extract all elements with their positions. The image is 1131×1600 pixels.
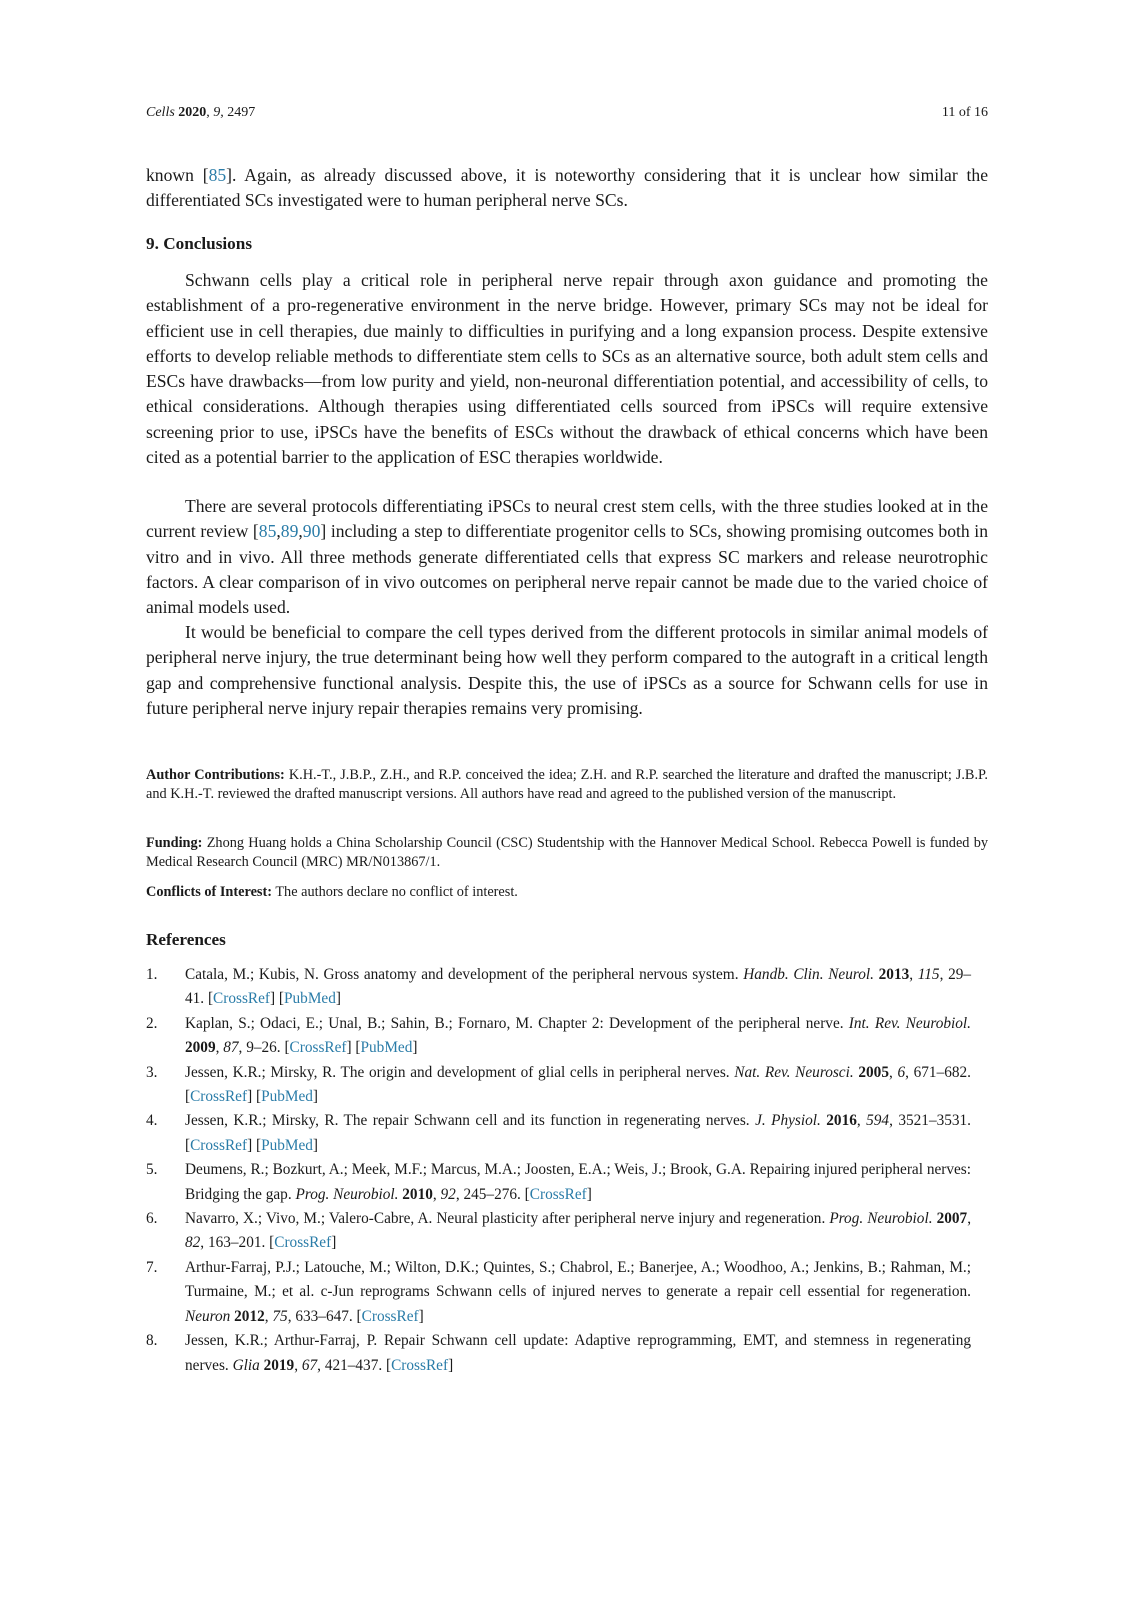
reference-volume: 6 (897, 1063, 906, 1081)
reference-item: 1. Catala, M.; Kubis, N. Gross anatomy and development of the peripheral nervous system. Handb. Clin. Neurol. 2013, 115, 29–41. [CrossRef] [PubMed] (146, 963, 971, 1012)
running-header (146, 105, 988, 121)
reference-number: 3. (146, 1063, 158, 1081)
text: There are several protocols differentiating iPSCs to neural crest stem cells, with the three studies looked at in the current review [ (146, 496, 988, 542)
conclusion-paragraph-2 (146, 494, 988, 620)
references-heading: References (146, 930, 226, 949)
journal-citation: Cells 2020, 9, 2497 (146, 105, 256, 120)
reference-year: 2013 (878, 966, 910, 983)
reference-year: 2010 (402, 1185, 433, 1203)
reference-number: 2. (146, 1014, 158, 1032)
pubmed-link[interactable]: PubMed (284, 990, 336, 1008)
crossref-link[interactable]: CrossRef (289, 1039, 347, 1057)
pubmed-link[interactable]: PubMed (261, 1136, 313, 1154)
reference-text: Deumens, R.; Bozkurt, A.; Meek, M.F.; Marcus, M.A.; Joosten, E.A.; Weis, J.; Brook, G.A. Repairing injured peripheral nerves: Bridging the gap. (185, 1161, 971, 1203)
author-contributions-text: K.H.-T., J.B.P., Z.H., and R.P. conceived the idea; Z.H. and R.P. searched the literature and drafted the manuscript; J.B.P. and K.H.-T. reviewed the drafted manuscript versions. All authors have read and agreed to the published version of the manuscript. (146, 767, 988, 802)
reference-year: 2012 (234, 1307, 265, 1325)
section-heading: 9. Conclusions (146, 234, 253, 253)
reference-item: 3. Jessen, K.R.; Mirsky, R. The origin and development of glial cells in peripheral nerves. Nat. Rev. Neurosci. 2005, 6, 671–682. [CrossRef] [PubMed] (146, 1061, 971, 1110)
funding-label: Funding: (146, 835, 203, 851)
crossref-link[interactable]: CrossRef (391, 1356, 449, 1374)
citation-link[interactable]: 85 (208, 165, 227, 185)
citation-link[interactable]: 89 (280, 521, 299, 542)
reference-text: Navarro, X.; Vivo, M.; Valero-Cabre, A. Neural plasticity after peripheral nerve injury and regeneration. (185, 1210, 830, 1228)
page-number: 11 of 16 (941, 105, 988, 120)
reference-text: Jessen, K.R.; Arthur-Farraj, P. Repair Schwann cell update: Adaptive reprogramming, EMT, and stemness in regenerating nerves. (185, 1332, 971, 1374)
conclusion-paragraph-3: It would be beneficial to compare the cell types derived from the different protocols in similar animal models of peripheral nerve injury, the true determinant being how well they perform compared to the autograft in a critical length gap and comprehensive functional analysis. Despite this, the use of iPSCs as a source for Schwann cells for use in future peripheral nerve injury repair therapies remains very promising. (146, 622, 988, 718)
reference-journal: Prog. Neurobiol. (295, 1185, 399, 1203)
reference-journal: Int. Rev. Neurobiol. (848, 1014, 971, 1032)
pubmed-link[interactable]: PubMed (360, 1039, 413, 1057)
reference-item: 5. Deumens, R.; Bozkurt, A.; Meek, M.F.; Marcus, M.A.; Joosten, E.A.; Weis, J.; Brook, G.A. Repairing injured peripheral nerves: Bridging the gap. Prog. Neurobiol. 2010, 92, 245–276. [CrossRef] (146, 1158, 971, 1207)
reference-volume: 82 (185, 1234, 201, 1252)
reference-volume: 92 (440, 1185, 456, 1203)
reference-pages: 633–647. (295, 1307, 353, 1325)
reference-volume: 87 (223, 1039, 239, 1057)
journal-name: Cells (146, 105, 175, 120)
reference-year: 2019 (263, 1356, 295, 1374)
funding-text: Zhong Huang holds a China Scholarship Council (CSC) Studentship with the Hannover Medical School. Rebecca Powell is funded by Medical Research Council (MRC) MR/N013867/1. (146, 835, 988, 870)
citation-link[interactable]: 85 (258, 521, 277, 542)
reference-pages: 245–276. (463, 1185, 521, 1203)
reference-text: Jessen, K.R.; Mirsky, R. The origin and development of glial cells in peripheral nerves. (185, 1063, 735, 1081)
crossref-link[interactable]: CrossRef (361, 1307, 419, 1325)
reference-year: 2009 (185, 1039, 216, 1057)
reference-text: Kaplan, S.; Odaci, E.; Unal, B.; Sahin, B.; Fornaro, M. Chapter 2: Development of the peripheral nerve. (185, 1014, 849, 1032)
reference-number: 4. (146, 1112, 158, 1130)
intro-paragraph (146, 163, 988, 214)
reference-year: 2016 (826, 1112, 857, 1130)
reference-number: 6. (146, 1210, 158, 1228)
reference-pages: 163–201. (207, 1234, 266, 1252)
separator: , (276, 521, 281, 542)
crossref-link[interactable]: CrossRef (190, 1088, 248, 1106)
text: ] including a step to differentiate progenitor cells to SCs, showing promising outcomes both in vitro and in vivo. All three methods generate differentiated cells that express SC markers and release neurotrophic factors. A clear comparison of in vivo outcomes on peripheral nerve repair cannot be made due to the varied choice of animal models used. (146, 521, 988, 618)
reference-item: 2. Kaplan, S.; Odaci, E.; Unal, B.; Sahin, B.; Fornaro, M. Chapter 2: Development of the peripheral nerve. Int. Rev. Neurobiol. 2009, 87, 9–26. [CrossRef] [PubMed] (146, 1012, 971, 1061)
reference-volume: 115 (917, 966, 940, 983)
crossref-link[interactable]: CrossRef (274, 1234, 332, 1252)
author-contributions (146, 766, 988, 803)
separator: , (298, 521, 303, 542)
reference-volume: 67 (301, 1356, 318, 1374)
reference-number: 8. (146, 1332, 158, 1350)
reference-pages: 3521–3531. (898, 1112, 972, 1130)
conflicts-of-interest (146, 883, 988, 902)
reference-journal: Handb. Clin. Neurol. (743, 966, 874, 983)
reference-pages: 671–682. (913, 1063, 971, 1081)
journal-volume: 9 (213, 105, 221, 120)
reference-pages: 421–437. (324, 1356, 383, 1374)
text: ]. Again, as already discussed above, it is noteworthy considering that it is unclear how similar the differentiated SCs investigated were to human peripheral nerve SCs. (146, 165, 988, 211)
reference-item: 8. Jessen, K.R.; Arthur-Farraj, P. Repair Schwann cell update: Adaptive reprogramming, EMT, and stemness in regenerating nerves. Glia 2019, 67, 421–437. [CrossRef] (146, 1329, 971, 1378)
reference-number: 7. (146, 1258, 158, 1276)
reference-number: 1. (146, 966, 158, 983)
reference-pages: 29–41. (185, 966, 972, 1008)
reference-item: 4. Jessen, K.R.; Mirsky, R. The repair Schwann cell and its function in regenerating nerves. J. Physiol. 2016, 594, 3521–3531. [CrossRef] [PubMed] (146, 1109, 971, 1158)
crossref-link[interactable]: CrossRef (213, 990, 270, 1008)
conflicts-text: The authors declare no conflict of interest. (275, 884, 518, 900)
crossref-link[interactable]: CrossRef (529, 1185, 587, 1203)
author-contributions-label: Author Contributions: (146, 767, 285, 783)
reference-journal: Nat. Rev. Neurosci. (734, 1063, 854, 1081)
reference-text: Arthur-Farraj, P.J.; Latouche, M.; Wilton, D.K.; Quintes, S.; Chabrol, E.; Banerjee, A.; Woodhoo, A.; Jenkins, B.; Rahman, M.; Turmaine, M.; et al. c-Jun reprograms Schwann cells of injured nerves to generate a repair cell essential for regeneration. (185, 1258, 971, 1301)
reference-journal: Neuron (185, 1307, 231, 1325)
reference-volume: 594 (866, 1112, 890, 1130)
reference-list (146, 963, 971, 1378)
journal-year: 2020 (178, 105, 207, 120)
reference-journal: Prog. Neurobiol. (829, 1210, 933, 1228)
crossref-link[interactable]: CrossRef (190, 1136, 248, 1154)
reference-item: 7. Arthur-Farraj, P.J.; Latouche, M.; Wilton, D.K.; Quintes, S.; Chabrol, E.; Banerjee, A.; Woodhoo, A.; Jenkins, B.; Rahman, M.; Turmaine, M.; et al. c-Jun reprograms Schwann cells of injured nerves to generate a repair cell essential for regeneration. Neuron 2012, 75, 633–647. [CrossRef] (146, 1256, 971, 1329)
reference-text: Catala, M.; Kubis, N. Gross anatomy and development of the peripheral nervous system. (185, 966, 744, 983)
reference-item: 6. Navarro, X.; Vivo, M.; Valero-Cabre, A. Neural plasticity after peripheral nerve injury and regeneration. Prog. Neurobiol. 2007, 82, 163–201. [CrossRef] (146, 1207, 971, 1256)
citation-link[interactable]: 90 (302, 521, 321, 542)
reference-pages: 9–26. (246, 1039, 281, 1057)
conflicts-label: Conflicts of Interest: (146, 884, 272, 900)
reference-text: Jessen, K.R.; Mirsky, R. The repair Schwann cell and its function in regenerating nerves. (185, 1112, 756, 1130)
reference-number: 5. (146, 1161, 158, 1179)
reference-year: 2007 (936, 1210, 968, 1228)
reference-year: 2005 (858, 1063, 889, 1081)
article-number: 2497 (227, 105, 256, 120)
pubmed-link[interactable]: PubMed (261, 1088, 313, 1106)
text: known [ (146, 165, 209, 185)
funding (146, 834, 988, 871)
reference-journal: J. Physiol. (755, 1112, 821, 1130)
conclusion-paragraph-1: Schwann cells play a critical role in peripheral nerve repair through axon guidance and promoting the establishment of a pro-regenerative environment in the nerve bridge. However, primary SCs may not be ideal for efficient use in cell therapies, due mainly to difficulties in purifying and a long expansion process. Despite extensive efforts to develop reliable methods to differentiate stem cells to SCs as an alternative source, both adult stem cells and ESCs have drawbacks—from low purity and yield, non-neuronal differentiation potential, and accessibility of cells, to ethical considerations. Although therapies using differentiated cells sourced from iPSCs will require extensive screening prior to use, iPSCs have the benefits of ESCs without the drawback of ethical concerns which have been cited as a potential barrier to the application of ESC therapies worldwide. (146, 270, 988, 468)
reference-volume: 75 (272, 1307, 288, 1325)
reference-journal: Glia (232, 1356, 260, 1374)
